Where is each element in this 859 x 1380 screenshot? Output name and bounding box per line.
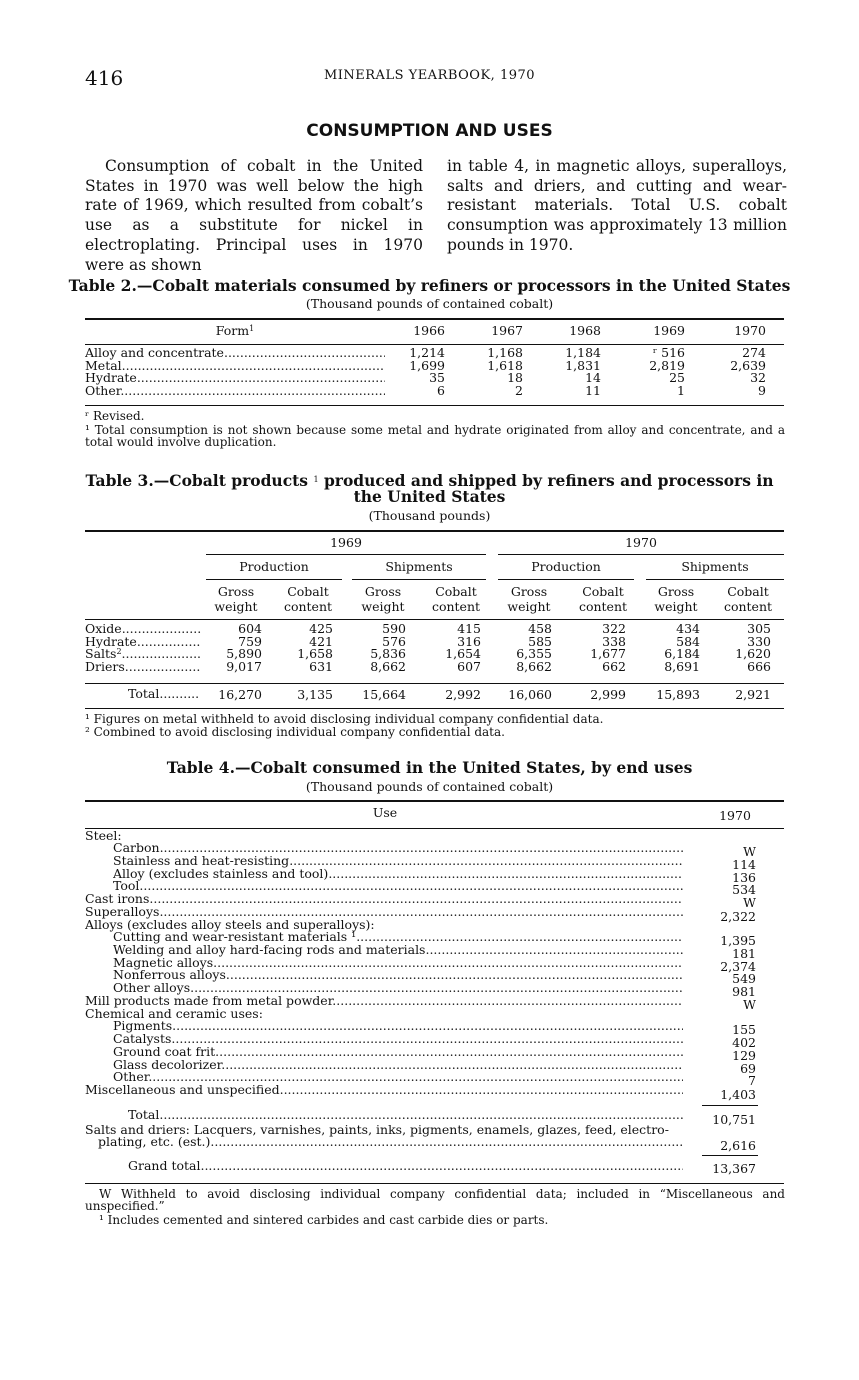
table3-rule-ship-1969 xyxy=(352,579,486,580)
table3-col-header xyxy=(712,584,784,614)
table3-cell: 631 xyxy=(309,658,333,674)
table3-row-label-text: Oxide xyxy=(85,623,122,636)
table4-row-label xyxy=(113,982,683,995)
table2-row-label-text: Hydrate xyxy=(85,372,137,385)
leader-dots xyxy=(122,360,385,373)
table4-row-label-text: Miscellaneous and unspecified xyxy=(85,1084,280,1097)
table3-cell: 330 xyxy=(747,633,771,649)
table3-cell: 425 xyxy=(309,621,333,636)
table3-cell: 662 xyxy=(602,658,626,674)
table3-col-header xyxy=(567,584,639,614)
table3-cell: 666 xyxy=(747,658,771,674)
table3-rule-1970 xyxy=(498,554,784,555)
table4-row-label xyxy=(85,1084,683,1097)
table3-cell: 607 xyxy=(457,658,481,674)
table3-col-header-line2: weight xyxy=(507,599,551,614)
table3-production-1969: Production xyxy=(239,559,309,574)
table2-cell: 14 xyxy=(585,370,601,386)
table3-col-header-line2: weight xyxy=(361,599,405,614)
table3-cell: 415 xyxy=(457,621,481,636)
table4-row-label xyxy=(113,1020,683,1033)
table4-row-label xyxy=(113,931,683,944)
table4-bottom-rule xyxy=(85,1183,784,1184)
leader-dots xyxy=(356,931,683,944)
table4-year-header: 1970 xyxy=(719,808,751,823)
leader-dots xyxy=(221,1059,683,1072)
table4-row-label xyxy=(113,880,683,893)
leader-dots xyxy=(224,347,385,360)
table4-row-value: W xyxy=(743,997,756,1012)
table3-col-header-line2: weight xyxy=(654,599,698,614)
table3-cell: 434 xyxy=(676,621,700,636)
table4-row-label xyxy=(113,1033,683,1046)
table2-cell: 2,819 xyxy=(649,357,685,373)
table4-row-label xyxy=(85,906,683,919)
table2-cell: ʳ 516 xyxy=(652,345,685,360)
table4-row-label-text: Cutting and wear-resistant materials ¹ xyxy=(113,931,357,944)
table3-cell: 6,355 xyxy=(516,646,552,662)
table3-cell: 1,677 xyxy=(590,646,626,662)
table4-total-label: Total ..... xyxy=(128,1109,683,1122)
table4-salts-line2: plating, etc. (est.) ..... xyxy=(98,1136,683,1149)
table3-rule-prod-1969 xyxy=(206,579,342,580)
table4-row-label-text: Pigments xyxy=(113,1020,173,1033)
table4-header-rule xyxy=(85,828,784,829)
table3-cell: 585 xyxy=(528,633,552,649)
table4-row-value: 69 xyxy=(740,1061,756,1076)
table4-row-label-text: Ground coat frit xyxy=(113,1046,216,1059)
table2-cell: 9 xyxy=(758,382,766,398)
table2-cell: 1,214 xyxy=(409,345,445,360)
table4-row-label xyxy=(113,855,683,868)
table4-row-label-text: Other alloys xyxy=(113,982,191,995)
running-head: MINERALS YEARBOOK, 1970 xyxy=(323,68,536,83)
table3-cell: 8,691 xyxy=(664,658,700,674)
table4-row-value: 155 xyxy=(732,1022,756,1037)
table3-note-1: ¹ Figures on metal withheld to avoid disclosing individual company confidential data. xyxy=(85,712,604,726)
table4-salts-line1: Salts and driers: Lacquers, varnishes, paints, inks, pigments, enamels, glazes, feed, electro- xyxy=(85,1124,669,1137)
table2-row-label-text: Other xyxy=(85,384,121,398)
table3-total-cell: 15,664 xyxy=(362,687,406,702)
leader-dots xyxy=(190,982,683,995)
table3-col-header-line2: content xyxy=(431,599,481,614)
table4-row-label-text: Superalloys xyxy=(85,906,160,919)
table4-row-value: 7 xyxy=(748,1073,756,1088)
leader-dots xyxy=(289,855,683,868)
table2-cell: 1,618 xyxy=(487,357,523,373)
leader-dots xyxy=(159,906,683,919)
table4-row-value: W xyxy=(743,895,756,910)
leader-dots xyxy=(160,842,683,855)
table3-cell: 1,658 xyxy=(297,646,333,662)
table4-row-value: 181 xyxy=(732,946,756,961)
table3-top-rule xyxy=(85,530,784,532)
table3-shipments-1970: Shipments xyxy=(681,559,749,574)
table2-row-label xyxy=(85,347,385,360)
table4-row-value: 549 xyxy=(732,971,756,986)
table2-top-rule xyxy=(85,318,784,320)
table4-row-value: 2,322 xyxy=(720,909,756,924)
table3-col-header-line1: Cobalt xyxy=(435,584,477,599)
table4-total-underline xyxy=(702,1105,758,1106)
table2-year-header: 1968 xyxy=(569,323,601,338)
table3-cell: 316 xyxy=(457,633,481,649)
table3-col-header xyxy=(493,584,565,614)
table3-col-header-line2: weight xyxy=(214,599,258,614)
table2-year-header: 1966 xyxy=(413,323,445,338)
leader-dots xyxy=(122,623,201,636)
table3-subtitle: (Thousand pounds) xyxy=(368,508,491,523)
table3-cell: 458 xyxy=(528,621,552,636)
table4-row-label-text: Mill products made from metal powder xyxy=(85,995,333,1008)
table3-cell: 6,184 xyxy=(664,646,700,662)
table4-row-label-text: Other xyxy=(113,1071,149,1084)
table2-cell: 18 xyxy=(507,370,523,386)
table2-cell: 1,699 xyxy=(409,357,445,373)
table3-cell: 9,017 xyxy=(226,658,262,674)
table4-top-rule xyxy=(85,800,784,802)
table3-cell: 604 xyxy=(238,621,262,636)
table3-year-1970: 1970 xyxy=(625,535,657,550)
table3-col-header-line1: Gross xyxy=(217,584,255,599)
leader-dots xyxy=(171,1033,683,1046)
table3-year-1969: 1969 xyxy=(330,535,362,550)
table4-total-value: 10,751 xyxy=(712,1112,756,1127)
table3-cell: 322 xyxy=(602,621,626,636)
table3-row-footnote-mark: 2 xyxy=(116,648,122,657)
table4-row-label xyxy=(85,919,683,932)
table4-row-label xyxy=(113,1071,683,1084)
leader-dots xyxy=(280,1084,683,1097)
table3-cell: 338 xyxy=(602,633,626,649)
table2-cell: 1,831 xyxy=(565,357,601,373)
table3-col-header xyxy=(347,584,419,614)
leader-dots xyxy=(172,1020,683,1033)
table3-total-cell: 16,060 xyxy=(508,687,552,702)
table3-cell: 759 xyxy=(238,633,262,649)
table2-cell: 35 xyxy=(429,370,445,386)
table4-row-label xyxy=(113,1046,683,1059)
table3-col-header-line2: content xyxy=(283,599,333,614)
table3-row-label-text: Hydrate xyxy=(85,635,137,649)
intro-paragraph-left: Consumption of cobalt in the United States in 1970 was well below the high rate of 1969, which resulted from cobalt’s use as a substitute for nickel in electroplating. Principal uses in 1970 were as shown xyxy=(85,157,423,274)
table3-total-cell: 2,921 xyxy=(735,687,771,702)
table4-use-header: Use xyxy=(372,805,398,820)
table4-row-value: 1,403 xyxy=(720,1087,756,1102)
table4-row-label xyxy=(85,1008,683,1021)
leader-dots xyxy=(215,1046,683,1059)
table3-col-header-line1: Cobalt xyxy=(727,584,769,599)
table3-row-label-text: Salts xyxy=(85,648,117,661)
table3-row-label xyxy=(85,661,201,674)
table2-title: Table 2.—Cobalt materials consumed by refiners or processors in the United States xyxy=(68,276,791,295)
table3-total-label: Total ..... xyxy=(128,688,200,701)
table4-row-label-text: Nonferrous alloys xyxy=(113,969,226,982)
table2-form-header: Form$^1$ xyxy=(215,323,255,338)
table3-col-header xyxy=(272,584,344,614)
table3-row-label xyxy=(85,636,201,649)
table4-row-label xyxy=(85,995,683,1008)
table3-row-label xyxy=(85,623,201,636)
table4-row-label xyxy=(113,944,683,957)
table4-row-label-text: Welding and alloy hard-facing rods and materials xyxy=(113,944,426,957)
table2-cell: 11 xyxy=(585,382,601,398)
table3-col-header-line1: Cobalt xyxy=(287,584,329,599)
table2-year-header: 1969 xyxy=(653,323,685,338)
table4-row-label-text: Chemical and ceramic uses: xyxy=(85,1008,263,1021)
table4-row-label-text: Alloys (excludes alloy steels and superalloys): xyxy=(85,919,375,932)
table2-cell: 2 xyxy=(515,382,523,398)
table2-cell: 1,184 xyxy=(565,345,601,360)
table2-row-label-text: Alloy and concentrate xyxy=(85,347,224,360)
table2-note-revised: ʳ Revised. xyxy=(85,409,145,423)
table3-cell: 421 xyxy=(309,633,333,649)
table2-row-label xyxy=(85,372,385,385)
table2-row-label xyxy=(85,385,385,398)
table2-bottom-rule xyxy=(85,405,784,406)
table4-row-label xyxy=(113,1059,683,1072)
table4-grand-label: Grand total ..... xyxy=(128,1160,683,1173)
table3-col-header xyxy=(420,584,492,614)
table4-note-1: ¹ Includes cemented and sintered carbides and cast carbide dies or parts. xyxy=(99,1213,549,1227)
leader-dots xyxy=(139,880,683,893)
table4-row-label-text: Alloy (excludes stainless and tool) xyxy=(113,868,329,881)
table4-row-value: 2,374 xyxy=(720,959,756,974)
leader-dots xyxy=(328,868,683,881)
leader-dots xyxy=(122,648,201,661)
table4-row-value: 534 xyxy=(732,882,756,897)
table3-header-rule xyxy=(85,619,784,620)
table2-cell: 274 xyxy=(742,345,766,360)
table4-row-value: 402 xyxy=(732,1035,756,1050)
table3-col-header-line1: Cobalt xyxy=(582,584,624,599)
table3-total-cell: 2,992 xyxy=(445,687,481,702)
table4-subtitle: (Thousand pounds of contained cobalt) xyxy=(305,779,554,794)
table4-row-value: 1,395 xyxy=(720,933,756,948)
leader-dots xyxy=(213,957,683,970)
table2-note-1: ¹ Total consumption is not shown because some metal and hydrate originated from alloy and concentrate, and a total would involve duplication. xyxy=(85,423,785,450)
table2-cell: 2,639 xyxy=(730,357,766,373)
leader-dots xyxy=(125,661,201,674)
table3-title: Table 3.—Cobalt products $^1$ produced and shipped by refiners and processors in xyxy=(85,471,774,490)
table3-cell: 8,662 xyxy=(370,658,406,674)
table3-total-cell: 2,999 xyxy=(590,687,626,702)
table4-row-value: 136 xyxy=(732,870,756,885)
table4-row-label-text: Steel: xyxy=(85,830,122,843)
leader-dots xyxy=(226,969,683,982)
table3-cell: 584 xyxy=(676,633,700,649)
table3-cell: 576 xyxy=(382,633,406,649)
table3-col-header xyxy=(200,584,272,614)
table3-col-header-line1: Gross xyxy=(510,584,548,599)
table4-note-w: W Withheld to avoid disclosing individual company confidential data; included in “Miscellaneous and unspecified.” xyxy=(85,1187,785,1214)
table3-total-cell: 16,270 xyxy=(218,687,262,702)
table2-cell: 1,168 xyxy=(487,345,523,360)
table3-cell: 590 xyxy=(382,621,406,636)
table3-col-header-line2: content xyxy=(578,599,628,614)
table3-cell: 5,836 xyxy=(370,646,406,662)
table3-row-label xyxy=(85,648,201,661)
leader-dots xyxy=(148,1071,683,1084)
table2-row-label-text: Metal xyxy=(85,359,122,373)
table3-total-cell: 3,135 xyxy=(297,687,333,702)
table4-row-value: 129 xyxy=(732,1048,756,1063)
table4-row-value: W xyxy=(743,844,756,859)
leader-dots xyxy=(120,385,385,398)
table3-cell: 305 xyxy=(747,621,771,636)
table3-rule-prod-1970 xyxy=(498,579,634,580)
table4-row-value: 114 xyxy=(732,857,756,872)
table4-row-label-text: Catalysts xyxy=(113,1033,172,1046)
table4-row-value: 981 xyxy=(732,984,756,999)
table3-note-2: ² Combined to avoid disclosing individual company confidential data. xyxy=(85,725,505,739)
table2-row-label xyxy=(85,360,385,373)
table3-cell: 1,654 xyxy=(445,646,481,662)
table4-grand-value: 13,367 xyxy=(712,1161,756,1176)
table4-salts-value: 2,616 xyxy=(720,1138,756,1153)
table3-col-header-line1: Gross xyxy=(657,584,695,599)
table3-cell: 8,662 xyxy=(516,658,552,674)
page-number: 416 xyxy=(85,66,124,90)
table2-year-header: 1970 xyxy=(734,323,766,338)
table3-rule-1969 xyxy=(206,554,486,555)
table2-cell: 1 xyxy=(677,382,685,398)
table4-title: Table 4.—Cobalt consumed in the United States, by end uses xyxy=(166,758,693,777)
table4-row-label-text: Stainless and heat-resisting xyxy=(113,855,290,868)
table3-rule-ship-1970 xyxy=(646,579,784,580)
table3-cell: 1,620 xyxy=(735,646,771,662)
table4-row-label-text: Carbon xyxy=(113,842,160,855)
table4-row-label xyxy=(85,830,683,843)
table3-total-cell: 15,893 xyxy=(656,687,700,702)
intro-paragraph-right: in table 4, in magnetic alloys, superalloys, salts and driers, and cutting and wear-resistant materials. Total U.S. cobalt consumption was approximately 13 million pounds in 1970. xyxy=(447,157,787,254)
table2-subtitle: (Thousand pounds of contained cobalt) xyxy=(305,296,554,311)
table2-cell: 32 xyxy=(750,370,766,386)
table4-row-label-text: Tool xyxy=(113,880,140,893)
table3-total-rule xyxy=(85,683,784,684)
table4-row-label-text: Magnetic alloys xyxy=(113,957,214,970)
table4-row-label xyxy=(113,868,683,881)
section-title: CONSUMPTION AND USES xyxy=(306,121,553,141)
table3-title-line2: the United States xyxy=(353,487,506,506)
leader-dots xyxy=(149,893,683,906)
table3-production-1970: Production xyxy=(531,559,601,574)
table4-row-label-text: Glass decolorizer xyxy=(113,1059,222,1072)
table4-row-label xyxy=(113,969,683,982)
table3-col-header-line2: content xyxy=(723,599,773,614)
table4-row-label xyxy=(113,957,683,970)
table4-grand-underline xyxy=(702,1155,758,1156)
table3-cell: 5,890 xyxy=(226,646,262,662)
table2-cell: 6 xyxy=(437,382,445,398)
leader-dots xyxy=(425,944,683,957)
leader-dots xyxy=(137,372,385,385)
table3-col-header xyxy=(640,584,712,614)
table4-row-label-text: Cast irons xyxy=(85,893,150,906)
leader-dots xyxy=(332,995,683,1008)
table4-row-label xyxy=(85,893,683,906)
table2-cell: 25 xyxy=(669,370,685,386)
table3-shipments-1969: Shipments xyxy=(385,559,453,574)
table2-year-header: 1967 xyxy=(491,323,523,338)
table3-col-header-line1: Gross xyxy=(364,584,402,599)
table3-bottom-rule xyxy=(85,708,784,709)
table3-row-label-text: Driers xyxy=(85,660,125,674)
table4-row-label xyxy=(113,842,683,855)
